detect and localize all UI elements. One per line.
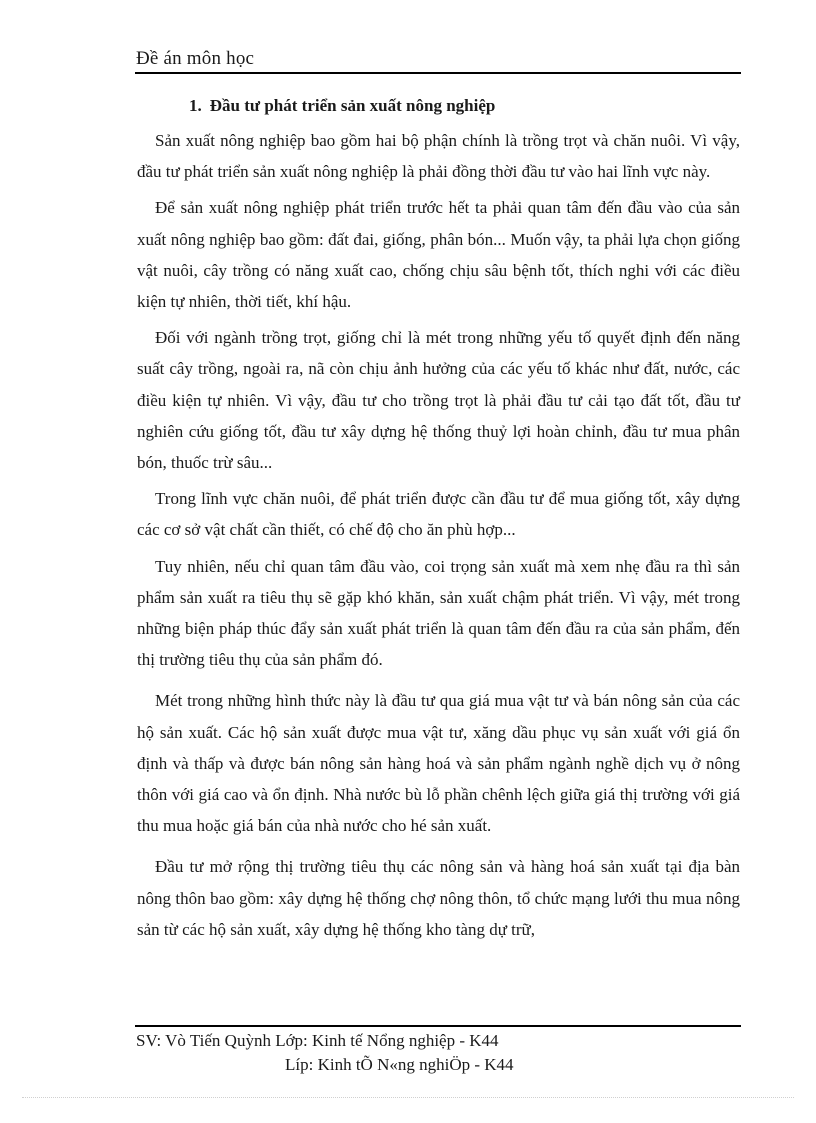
paragraph: Mét trong những hình thức này là đầu tư qua giá mua vật tư và bán nông sản của các hộ sản xuất. Các hộ sản xuất được mua vật tư, xăng dầu phục vụ sản xuất với giá ổn định và thấp và được bán nông sản hàng hoá và sản phẩm ngành nghề dịch vụ ở nông thôn với giá cao và ổn định. Nhà nước bù lỗ phần chênh lệch giữa giá thị trường với giá thu mua hoặc giá bán của nhà nước cho hé sản xuất. [137, 691, 740, 836]
document-body [137, 91, 740, 945]
footer-class-line: Líp: Kinh tÕ N«ng nghiÖp - K44 [285, 1055, 514, 1074]
page-edge-divider [22, 1097, 794, 1098]
header-divider [135, 72, 741, 74]
paragraph: Sản xuất nông nghiệp bao gồm hai bộ phận chính là trồng trọt và chăn nuôi. Vì vậy, đầu tư phát triển sản xuất nông nghiệp là phải đồng thời đầu tư vào hai lĩnh vực này. [137, 131, 740, 182]
paragraph: Tuy nhiên, nếu chỉ quan tâm đầu vào, coi trọng sản xuất mà xem nhẹ đầu ra thì sản phẩm sản xuất ra tiêu thụ sẽ gặp khó khăn, sản xuất chậm phát triển. Vì vậy, mét trong những biện pháp thúc đẩy sản xuất phát triển là quan tâm đến đầu ra của sản phẩm, đến thị trường tiêu thụ của sản phẩm đó. [137, 556, 740, 670]
paragraph: Đối với ngành trồng trọt, giống chỉ là mét trong những yếu tố quyết định đến năng suất cây trồng, ngoài ra, nã còn chịu ảnh hưởng của các yếu tố khác như đất, nước, các điều kiện tự nhiên. Vì vậy, đầu tư cho trồng trọt là phải đầu tư cải tạo đất tốt, đầu tư nghiên cứu giống tốt, đầu tư xây dựng hệ thống thuỷ lợi hoàn chỉnh, đầu tư mua phân bón, thuốc trừ sâu... [137, 328, 740, 473]
page-header-title: Đề án môn học [136, 48, 255, 69]
section-heading [189, 91, 740, 121]
section-number: 1. [189, 96, 202, 115]
footer-divider [135, 1025, 741, 1027]
paragraph: Trong lĩnh vực chăn nuôi, để phát triển được cần đầu tư để mua giống tốt, xây dựng các cơ sở vật chất cần thiết, có chế độ cho ăn phù hợp... [137, 489, 740, 540]
paragraph: Để sản xuất nông nghiệp phát triển trước hết ta phải quan tâm đến đầu vào của sản xuất nông nghiệp bao gồm: đất đai, giống, phân bón... Muốn vậy, ta phải lựa chọn giống vật nuôi, cây trồng có năng xuất cao, chống chịu sâu bệnh tốt, thích nghi với các điều kiện tự nhiên, thời tiết, khí hậu. [137, 198, 740, 312]
footer-student-line: SV: Vò Tiến Quỳnh Lớp: Kinh tế Nổng nghiệp - K44 [136, 1031, 499, 1050]
section-title: Đầu tư phát triển sản xuất nông nghiệp [209, 96, 496, 115]
paragraph: Đầu tư mở rộng thị trường tiêu thụ các nông sản và hàng hoá sản xuất tại địa bàn nông thôn bao gồm: xây dựng hệ thống chợ nông thôn, tổ chức mạng lưới thu mua nông sản từ các hộ sản xuất, xây dựng hệ thống kho tàng dự trữ, [137, 857, 740, 939]
